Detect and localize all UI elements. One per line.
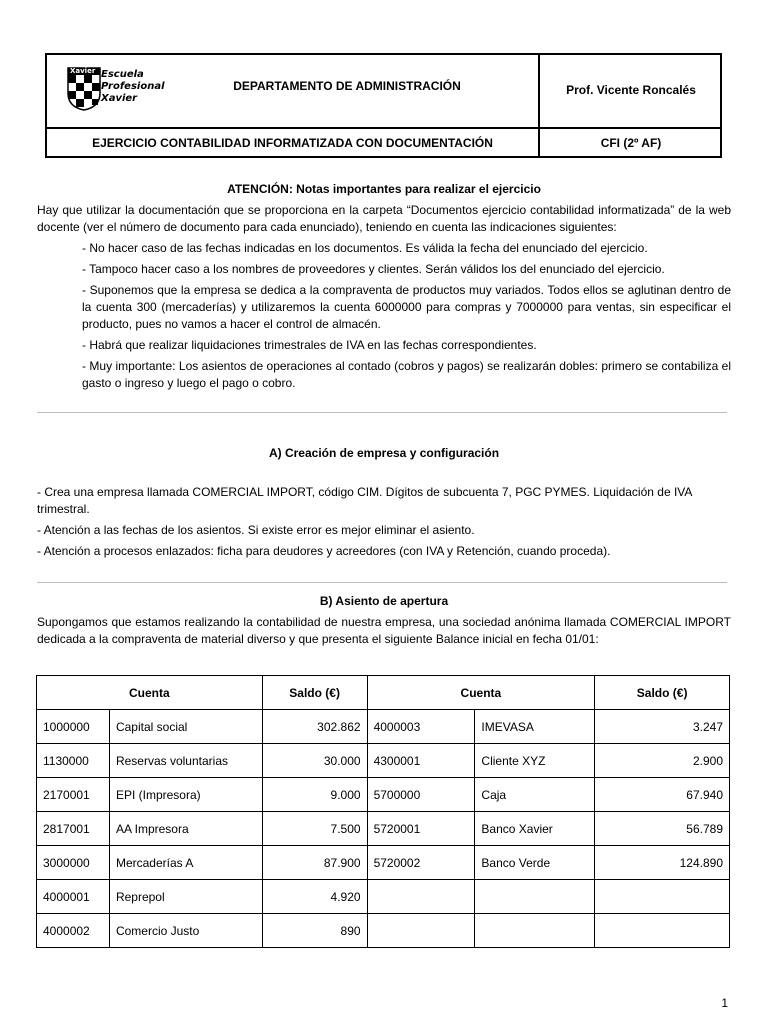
note-item: - Muy importante: Los asientos de operaciones al contado (cobros y pagos) se realizarán dobles: primero se contabiliza el gasto o ingreso y luego el pago o cobro. [82, 359, 731, 390]
account-code: 5720002 [367, 846, 475, 880]
header-horizontal-divider [47, 127, 720, 129]
note-item: - Habrá que realizar liquidaciones trimestrales de IVA en las fechas correspondientes. [82, 338, 537, 352]
department-title: DEPARTAMENTO DE ADMINISTRACIÓN [233, 79, 461, 93]
balance-table [36, 675, 730, 948]
document-header [45, 53, 722, 158]
account-balance: 56.789 [595, 812, 730, 846]
logo-line: Xavier [101, 93, 138, 104]
section-a [37, 445, 731, 560]
notes-intro: Hay que utilizar la documentación que se proporciona en la carpeta “Documentos ejercicio contabilidad informatizada” de la web docente (ver el número de documento para cada enunciado), teniendo en cuenta las indicaciones siguientes: [37, 203, 731, 234]
logo-line: Escuela [101, 69, 144, 80]
account-balance: 87.900 [262, 846, 367, 880]
note-item: - No hacer caso de las fechas indicadas en los documentos. Es válida la fecha del enunciado del ejercicio. [82, 241, 648, 255]
page-number: 1 [721, 996, 728, 1010]
section-a-title: A) Creación de empresa y configuración [268, 446, 500, 460]
separator [37, 582, 727, 583]
account-code: 5700000 [367, 778, 475, 812]
section-a-item: - Atención a las fechas de los asientos. Si existe error es mejor eliminar el asiento. [37, 523, 475, 537]
account-code: 4000003 [367, 710, 475, 744]
account-balance: 4.920 [262, 880, 367, 914]
account-name: EPI (Impresora) [109, 778, 262, 812]
account-code: 4300001 [367, 744, 475, 778]
header-saldo: Saldo (€) [262, 676, 367, 710]
table-header-row [37, 676, 730, 710]
account-name: Reservas voluntarias [109, 744, 262, 778]
course-code: CFI (2º AF) [600, 136, 662, 150]
notes-section [37, 181, 731, 392]
note-item: - Suponemos que la empresa se dedica a la compraventa de productos muy variados. Todos ellos se aglutinan dentro de la cuenta 300 (mercaderías) y utilizaremos la cuenta 6000000 para compras y 7000000 para ventas, sin especificar el producto, pues no vamos a hacer el control de almacén. [82, 283, 731, 331]
section-b [37, 593, 731, 648]
note-item: - Tampoco hacer caso a los nombres de proveedores y clientes. Serán válidos los del enunciado del ejercicio. [82, 262, 665, 276]
account-name: Banco Verde [475, 846, 595, 880]
account-code: 3000000 [37, 846, 110, 880]
header-saldo: Saldo (€) [595, 676, 730, 710]
table-row [37, 778, 730, 812]
account-balance [595, 880, 730, 914]
table-row [37, 812, 730, 846]
logo-text [101, 69, 165, 105]
account-balance: 9.000 [262, 778, 367, 812]
logo-line: Profesional [101, 81, 165, 92]
table-row [37, 710, 730, 744]
account-name [475, 880, 595, 914]
table-row [37, 744, 730, 778]
section-b-title: B) Asiento de apertura [319, 594, 449, 608]
account-name: Banco Xavier [475, 812, 595, 846]
header-cuenta: Cuenta [37, 676, 263, 710]
account-balance: 7.500 [262, 812, 367, 846]
account-balance: 890 [262, 914, 367, 948]
account-name: IMEVASA [475, 710, 595, 744]
header-cuenta: Cuenta [367, 676, 595, 710]
account-code: 5720001 [367, 812, 475, 846]
account-code: 4000002 [37, 914, 110, 948]
exercise-title: EJERCICIO CONTABILIDAD INFORMATIZADA CON DOCUMENTACIÓN [92, 136, 493, 150]
account-name: AA Impresora [109, 812, 262, 846]
account-code: 2817001 [37, 812, 110, 846]
account-balance: 2.900 [595, 744, 730, 778]
account-balance: 302.862 [262, 710, 367, 744]
account-name: Cliente XYZ [475, 744, 595, 778]
section-a-item: - Crea una empresa llamada COMERCIAL IMPORT, código CIM. Dígitos de subcuenta 7, PGC PYMES. Liquidación de IVA trimestral. [37, 485, 692, 516]
table-row [37, 880, 730, 914]
table-row [37, 846, 730, 880]
account-code: 4000001 [37, 880, 110, 914]
section-b-intro: Supongamos que estamos realizando la contabilidad de nuestra empresa, una sociedad anónima llamada COMERCIAL IMPORT dedicada a la compraventa de material diverso y que presenta el siguiente Balance inicial en fecha 01/01: [37, 615, 731, 646]
account-name [475, 914, 595, 948]
account-balance: 124.890 [595, 846, 730, 880]
account-balance: 3.247 [595, 710, 730, 744]
school-logo [67, 67, 167, 111]
account-name: Caja [475, 778, 595, 812]
account-code [367, 914, 475, 948]
account-name: Comercio Justo [109, 914, 262, 948]
professor-name: Prof. Vicente Roncalés [566, 83, 696, 97]
account-code [367, 880, 475, 914]
separator [37, 412, 727, 413]
table-row [37, 914, 730, 948]
logo-banner-text: Xavier [70, 67, 96, 75]
account-name: Mercaderías A [109, 846, 262, 880]
account-code: 2170001 [37, 778, 110, 812]
account-name: Reprepol [109, 880, 262, 914]
section-a-item: - Atención a procesos enlazados: ficha para deudores y acreedores (con IVA y Retención, cuando proceda). [37, 544, 611, 558]
account-balance: 30.000 [262, 744, 367, 778]
notes-title: ATENCIÓN: Notas importantes para realizar el ejercicio [227, 182, 541, 196]
account-balance: 67.940 [595, 778, 730, 812]
account-name: Capital social [109, 710, 262, 744]
account-code: 1000000 [37, 710, 110, 744]
account-code: 1130000 [37, 744, 110, 778]
account-balance [595, 914, 730, 948]
